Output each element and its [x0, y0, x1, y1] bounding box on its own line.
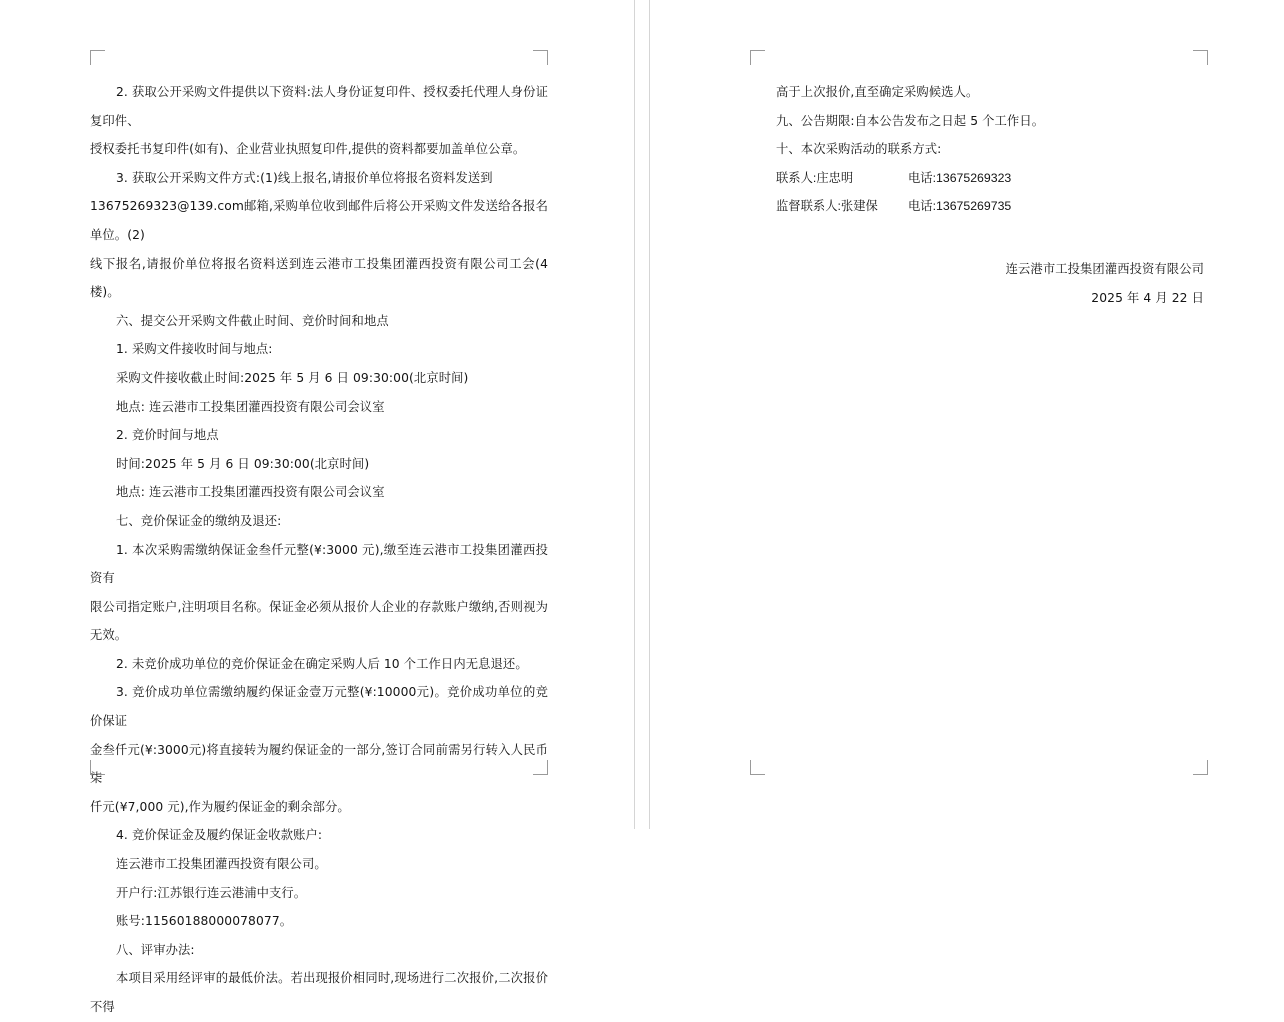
crop-mark-top-left — [750, 50, 765, 65]
paragraph-line: 金叁仟元(¥:3000元)将直接转为履约保证金的一部分,签订合同前需另行转入人民币柒 — [90, 742, 548, 786]
contact-phone-value: 13675269323 — [936, 170, 1012, 185]
contact-name-label: 联系人: — [776, 170, 817, 185]
contact-row — [750, 192, 1210, 221]
paragraph-line: 地点: 连云港市工投集团灌西投资有限公司会议室 — [116, 485, 385, 500]
paragraph-line: 仟元(¥7,000 元),作为履约保证金的剩余部分。 — [90, 799, 350, 814]
contact-name — [750, 192, 908, 221]
paragraph-line: 地点: 连云港市工投集团灌西投资有限公司会议室 — [116, 399, 385, 414]
contact-phone-value: 13675269735 — [936, 199, 1012, 214]
crop-mark-top-left — [90, 50, 105, 65]
crop-mark-top-right — [1193, 50, 1208, 65]
section-heading: 六、提交公开采购文件截止时间、竞价时间和地点 — [116, 313, 389, 328]
paragraph-line: 1. 本次采购需缴纳保证金叁仟元整(¥:3000 元),缴至连云港市工投集团灌西投资有 — [90, 542, 548, 586]
document-page-right — [650, 0, 1282, 829]
paragraph-line: 2. 未竞价成功单位的竞价保证金在确定采购人后 10 个工作日内无息退还。 — [116, 656, 528, 671]
section-heading: 九、公告期限:自本公告发布之日起 5 个工作日。 — [776, 113, 1045, 128]
document-page-left — [0, 0, 634, 1014]
contact-name-label: 监督联系人: — [776, 199, 841, 214]
paragraph-line: 账号:11560188000078077。 — [116, 914, 293, 929]
contact-phone-label: 电话: — [908, 199, 937, 214]
paragraph-line: 时间:2025 年 5 月 6 日 09:30:00(北京时间) — [116, 456, 370, 471]
crop-mark-bottom-right — [1193, 760, 1208, 775]
paragraph-line: 授权委托书复印件(如有)、企业营业执照复印件,提供的资料都要加盖单位公章。 — [90, 142, 526, 157]
spacer — [750, 221, 1210, 241]
section-heading: 七、竞价保证金的缴纳及退还: — [116, 513, 282, 528]
paragraph-line: 采购文件接收截止时间:2025 年 5 月 6 日 09:30:00(北京时间) — [116, 370, 469, 385]
contact-name — [750, 164, 908, 193]
paragraph-line: 高于上次报价,直至确定采购候选人。 — [776, 85, 979, 99]
paragraph-line: 13675269323@139.com邮箱,采购单位收到邮件后将公开采购文件发送给各报名单位。(2) — [90, 199, 548, 242]
paragraph-line: 本项目采用经评审的最低价法。若出现报价相同时,现场进行二次报价,二次报价不得 — [90, 971, 548, 1014]
crop-mark-bottom-left — [750, 760, 765, 775]
paragraph-line: 3. 竞价成功单位需缴纳履约保证金壹万元整(¥:10000元)。竞价成功单位的竞价保证 — [90, 685, 548, 729]
page-gutter — [634, 0, 650, 829]
paragraph-line: 开户行:江苏银行连云港浦中支行。 — [116, 885, 307, 900]
contact-name-value: 张建保 — [840, 199, 878, 214]
right-page-text-body — [750, 78, 1210, 312]
spacer — [750, 241, 1210, 255]
signature-date: 2025 年 4 月 22 日 — [1091, 290, 1204, 305]
paragraph-line: 2. 竞价时间与地点 — [116, 428, 219, 443]
paragraph-line: 限公司指定账户,注明项目名称。保证金必须从报价人企业的存款账户缴纳,否则视为无效。 — [90, 599, 548, 643]
contact-phone — [908, 164, 1011, 193]
contact-phone — [908, 192, 1011, 221]
contact-row — [750, 164, 1210, 193]
paragraph-line: 2. 获取公开采购文件提供以下资料:法人身份证复印件、授权委托代理人身份证复印件、 — [90, 85, 548, 128]
paragraph-line: 3. 获取公开采购文件方式:(1)线上报名,请报价单位将报名资料发送到 — [116, 170, 493, 185]
paragraph-line: 4. 竞价保证金及履约保证金收款账户: — [116, 828, 323, 843]
contact-phone-label: 电话: — [908, 170, 937, 185]
crop-mark-top-right — [533, 50, 548, 65]
paragraph-line: 连云港市工投集团灌西投资有限公司。 — [116, 857, 327, 872]
section-heading: 十、本次采购活动的联系方式: — [776, 142, 942, 157]
signature-company: 连云港市工投集团灌西投资有限公司 — [1005, 261, 1204, 276]
paragraph-line: 1. 采购文件接收时间与地点: — [116, 342, 273, 357]
left-page-text-body — [90, 78, 548, 1022]
section-heading: 八、评审办法: — [116, 942, 195, 957]
paragraph-line: 线下报名,请报价单位将报名资料送到连云港市工投集团灌西投资有限公司工会(4楼)。 — [90, 256, 548, 300]
contact-name-value: 庄忠明 — [816, 170, 854, 185]
